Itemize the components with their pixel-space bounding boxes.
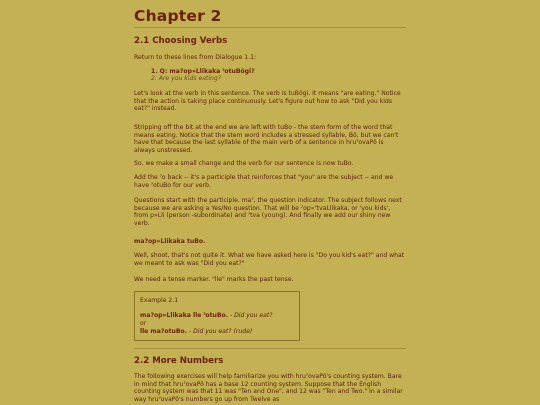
example-box bbox=[134, 291, 300, 341]
example-line-2 bbox=[140, 328, 300, 336]
paragraph-counting: The following exercises will help familiarize you with hruˀovaPö's counting system. Bare in mind that hruˀovaPö has a base 12 counting system. Suppose that the English counting system was that 11 was "Ten and One", and 12 was "Ten and Two." In a similar way hruˀovaPö's numbers go up from Twelve as bbox=[134, 373, 403, 403]
example-line-2-gloss: - Did you eat? (rude) bbox=[188, 328, 253, 335]
intro-paragraph: Return to these lines from Dialogue 1.1: bbox=[134, 54, 257, 61]
paragraph-question: Questions start with the participle, maˀ, the question indicator. The subject follows next because we are asking a Yes/No question. That will be ˀop»ˀtvaLlikaka, or 'you kids', from p»Lli (person -subordinate) and ˀtva (young). And finally we add our shiny new verb. bbox=[134, 197, 402, 227]
example-line-1 bbox=[140, 312, 300, 320]
chapter-title: Chapter 2 bbox=[134, 7, 222, 25]
dialogue-gloss bbox=[151, 75, 401, 83]
example-line-2-text: lle ma?otuBo. bbox=[140, 328, 188, 335]
dialogue-gloss-text: 2. Are you kids eating? bbox=[151, 75, 221, 82]
paragraph-change: So, we make a small change and the verb for our sentence is now tuBo. bbox=[134, 160, 354, 167]
paragraph-verb-intro: Let's look at the verb in this sentence. The verb is tuBögi. It means "are eating." Notice that the action is taking place continuously. Let's figure out how to ask "Did you kids eat?" instead. bbox=[134, 90, 401, 113]
example-or: or bbox=[140, 320, 147, 327]
paragraph-tense-marker: We need a tense marker. "lle" marks the past tense. bbox=[134, 276, 294, 283]
example-line-1-gloss: - Did you eat? bbox=[229, 312, 273, 319]
example-label: Example 2.1 bbox=[140, 297, 179, 304]
example-line-1-text: ma?op»Llikaka lle ˀotuBo. bbox=[140, 312, 228, 319]
dialogue-line: 1. Q: ma?op»Llikaka ˀotuBögi? bbox=[151, 68, 255, 75]
paragraph-stem: Stripping off the bit at the end we are left with tuBo - the stem form of the word that means eating. Notice that the stem word includes a stressed syllable, Bö, but we can't have that because the last syllable of the main verb of a sentence in hruˀovaPö is always unstressed. bbox=[134, 124, 399, 154]
section-heading-choosing-verbs: 2.1 Choosing Verbs bbox=[134, 36, 228, 46]
paragraph-participle: Add the ˀo back -- it's a participle that reinforces that "you" are the subject -- and we have ˀotuBo for our verb. bbox=[134, 174, 394, 189]
section-divider bbox=[134, 348, 406, 349]
example-sentence: ma?op»Llikaka tuBo. bbox=[134, 238, 206, 245]
section-heading-more-numbers: 2.2 More Numbers bbox=[134, 356, 224, 366]
title-divider bbox=[134, 27, 406, 28]
paragraph-shoot: Well, shoot, that's not quite it. What we have asked here is "Do you kid's eat?" and what we meant to ask was "Did you eat?" bbox=[134, 252, 405, 267]
